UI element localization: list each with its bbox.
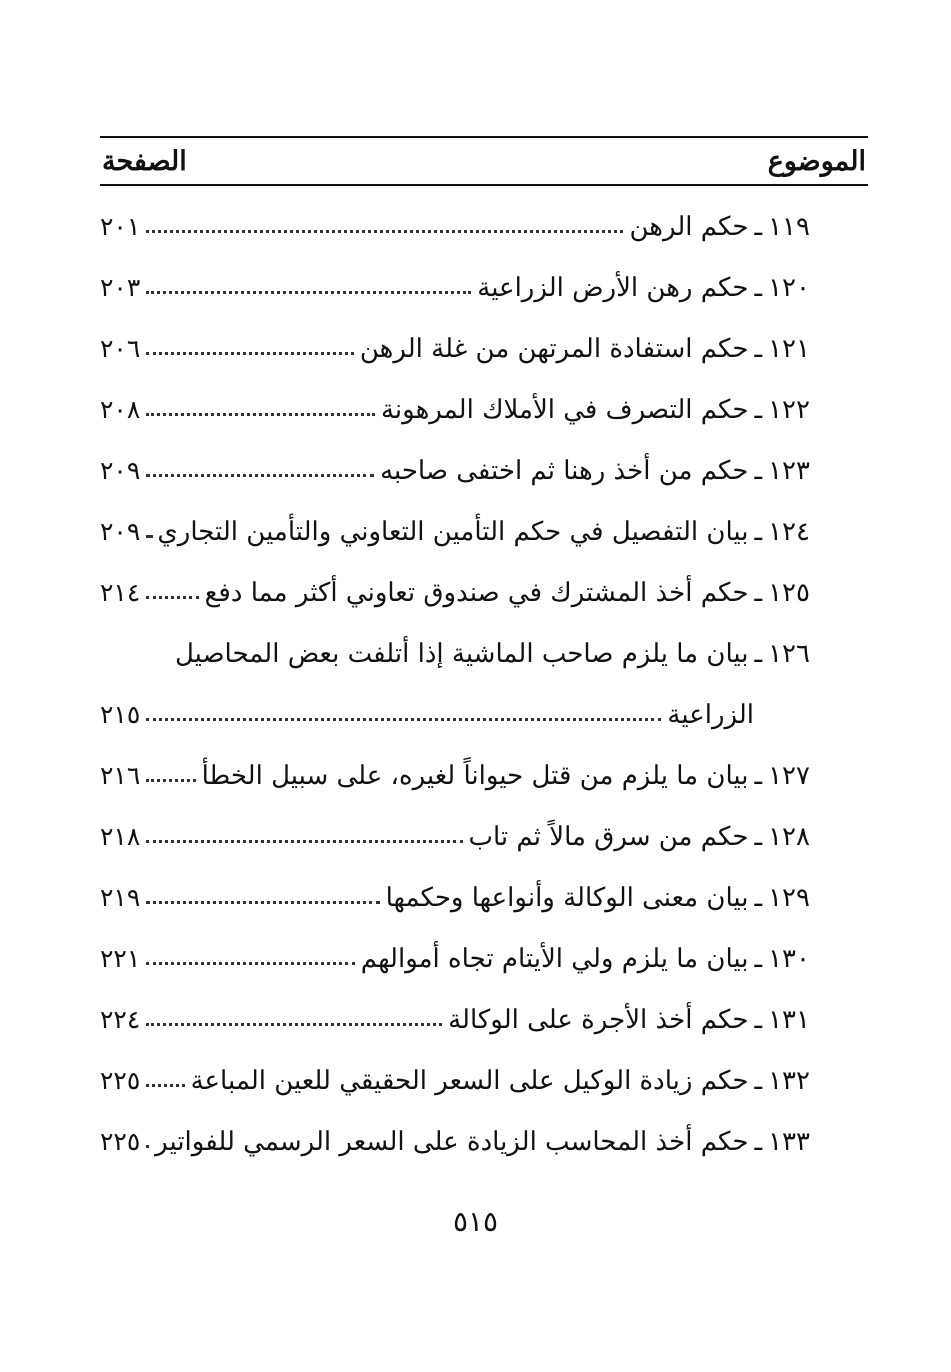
- toc-entry: [100, 196, 810, 257]
- entry-separator: ـ: [754, 1126, 763, 1157]
- dot-leader: [146, 474, 374, 477]
- entry-page-number: ٢٠٣: [100, 273, 141, 302]
- table-of-contents: [100, 196, 810, 1172]
- entry-page-number: ٢٠٩: [100, 456, 141, 485]
- toc-entry: [100, 867, 810, 928]
- entry-title: بيان ما يلزم من قتل حيواناً لغيره، على سبيل الخطأ: [201, 760, 749, 791]
- dot-leader: [146, 1084, 184, 1087]
- page-number: ٥١٥: [452, 1205, 499, 1238]
- entry-number: ١٣٠: [768, 943, 810, 974]
- entry-number: ١١٩: [768, 211, 810, 242]
- entry-number: ١٢٩: [768, 882, 810, 913]
- entry-separator: ـ: [754, 1004, 763, 1035]
- entry-page-number: ٢١٥: [100, 700, 141, 729]
- dot-leader: [146, 901, 379, 904]
- entry-separator: ـ: [754, 577, 763, 608]
- entry-number: ١٢٥: [768, 577, 810, 608]
- entry-page-number: ٢٢١: [100, 944, 141, 973]
- toc-entry: [100, 989, 810, 1050]
- toc-entry: [100, 623, 810, 684]
- toc-entry: [100, 257, 810, 318]
- toc-entry: [100, 1111, 810, 1172]
- entry-title: حكم أخذ الأجرة على الوكالة: [448, 1004, 749, 1035]
- entry-title-continuation: الزراعية: [667, 699, 754, 730]
- toc-entry-continuation: [100, 684, 810, 745]
- entry-number: ١٢٨: [768, 821, 810, 852]
- entry-number: ١٣١: [768, 1004, 810, 1035]
- entry-separator: ـ: [754, 638, 763, 669]
- toc-entry: [100, 745, 810, 806]
- entry-page-number: ٢٢٥: [100, 1127, 141, 1156]
- toc-entry: [100, 440, 810, 501]
- entry-page-number: ٢١٩: [100, 883, 141, 912]
- entry-page-number: ٢٠٦: [100, 334, 141, 363]
- entry-separator: ـ: [754, 882, 763, 913]
- entry-title: حكم زيادة الوكيل على السعر الحقيقي للعين المباعة: [190, 1065, 749, 1096]
- dot-leader: [146, 596, 198, 599]
- entry-title: حكم استفادة المرتهن من غلة الرهن: [359, 333, 749, 364]
- entry-separator: ـ: [754, 516, 763, 547]
- entry-number: ١٢٢: [768, 394, 810, 425]
- entry-separator: ـ: [754, 333, 763, 364]
- toc-entry: [100, 379, 810, 440]
- entry-page-number: ٢٠٨: [100, 395, 141, 424]
- dot-leader: [146, 962, 354, 965]
- entry-separator: ـ: [754, 760, 763, 791]
- entry-page-number: ٢٢٤: [100, 1005, 141, 1034]
- toc-entry: [100, 928, 810, 989]
- entry-separator: ـ: [754, 394, 763, 425]
- entry-separator: ـ: [754, 455, 763, 486]
- entry-separator: ـ: [754, 1065, 763, 1096]
- page-column-label: الصفحة: [102, 145, 187, 177]
- entry-separator: ـ: [754, 943, 763, 974]
- entry-page-number: ٢٠٩: [100, 517, 141, 546]
- entry-number: ١٢٣: [768, 455, 810, 486]
- dot-leader: [146, 352, 354, 355]
- dot-leader: [146, 230, 623, 233]
- dot-leader: [146, 840, 462, 843]
- dot-leader: [146, 291, 471, 294]
- entry-separator: ـ: [754, 272, 763, 303]
- entry-number: ١٢٤: [768, 516, 810, 547]
- entry-title: حكم الرهن: [629, 211, 749, 242]
- entry-page-number: ٢١٦: [100, 761, 141, 790]
- entry-page-number: ٢١٤: [100, 578, 141, 607]
- entry-title: بيان ما يلزم صاحب الماشية إذا أتلفت بعض المحاصيل: [174, 638, 749, 669]
- entry-title: بيان ما يلزم ولي الأيتام تجاه أموالهم: [360, 943, 749, 974]
- entry-separator: ـ: [754, 211, 763, 242]
- topic-column-label: الموضوع: [767, 145, 866, 177]
- dot-leader: [146, 779, 195, 782]
- entry-separator: ـ: [754, 821, 763, 852]
- entry-page-number: ٢١٨: [100, 822, 141, 851]
- entry-title: حكم أخذ المحاسب الزيادة على السعر الرسمي للفواتير: [155, 1126, 749, 1157]
- toc-entry: [100, 562, 810, 623]
- entry-number: ١٣٢: [768, 1065, 810, 1096]
- entry-title: حكم التصرف في الأملاك المرهونة: [380, 394, 749, 425]
- toc-entry: [100, 806, 810, 867]
- entry-title: حكم أخذ المشترك في صندوق تعاوني أكثر مما دفع: [204, 577, 749, 608]
- entry-page-number: ٢٢٥: [100, 1066, 141, 1095]
- entry-number: ١٢٧: [768, 760, 810, 791]
- entry-title: بيان التفصيل في حكم التأمين التعاوني والتأمين التجاري: [157, 516, 749, 547]
- entry-title: بيان معنى الوكالة وأنواعها وحكمها: [385, 882, 749, 913]
- toc-entry: [100, 318, 810, 379]
- entry-title: حكم رهن الأرض الزراعية: [477, 272, 749, 303]
- dot-leader: [146, 718, 661, 721]
- dot-leader: [146, 535, 151, 538]
- entry-page-number: ٢٠١: [100, 212, 141, 241]
- toc-entry: [100, 501, 810, 562]
- toc-entry: [100, 1050, 810, 1111]
- dot-leader: [146, 1023, 442, 1026]
- dot-leader: [146, 1145, 149, 1148]
- entry-number: ١٢٦: [768, 638, 810, 669]
- entry-title: حكم من سرق مالاً ثم تاب: [468, 821, 749, 852]
- toc-header: [100, 136, 868, 186]
- entry-number: ١٢١: [768, 333, 810, 364]
- entry-number: ١٢٠: [768, 272, 810, 303]
- entry-title: حكم من أخذ رهنا ثم اختفى صاحبه: [380, 455, 749, 486]
- entry-number: ١٣٣: [768, 1126, 810, 1157]
- dot-leader: [146, 413, 375, 416]
